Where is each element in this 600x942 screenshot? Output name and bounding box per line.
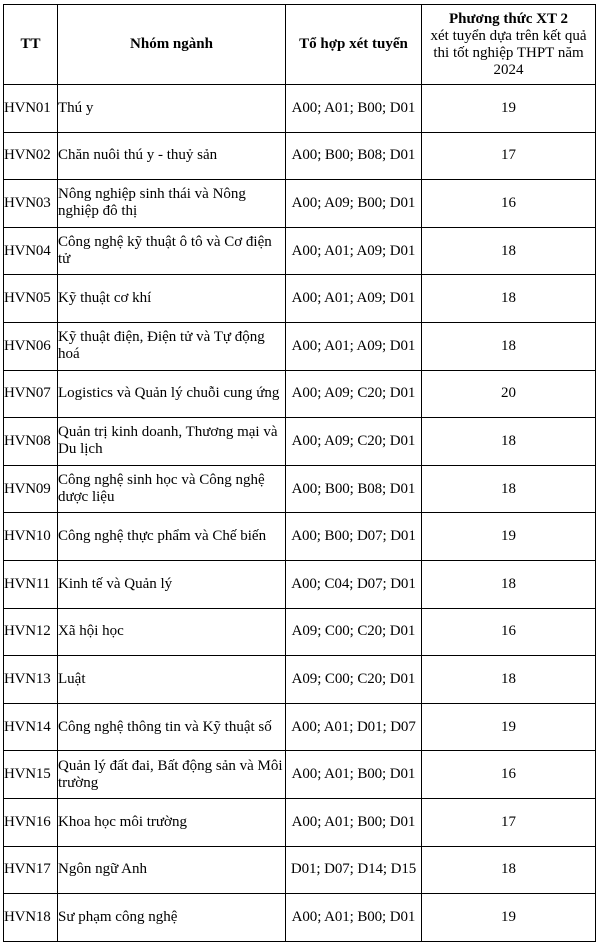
admission-score-cell: 18 bbox=[422, 227, 596, 275]
major-code-cell: HVN11 bbox=[4, 560, 58, 608]
admission-score-cell: 18 bbox=[422, 465, 596, 513]
admission-score-cell: 19 bbox=[422, 513, 596, 561]
header-group: Nhóm ngành bbox=[58, 5, 286, 85]
table-row bbox=[4, 465, 596, 513]
major-code-cell: HVN12 bbox=[4, 608, 58, 656]
table-row bbox=[4, 894, 596, 942]
major-code-cell: HVN01 bbox=[4, 85, 58, 133]
admission-score-cell: 18 bbox=[422, 322, 596, 370]
subject-combination-cell: A09; C00; C20; D01 bbox=[286, 608, 422, 656]
table-row bbox=[4, 703, 596, 751]
table-row bbox=[4, 560, 596, 608]
subject-combination-cell: A00; C04; D07; D01 bbox=[286, 560, 422, 608]
table-row bbox=[4, 322, 596, 370]
major-group-cell: Kinh tế và Quản lý bbox=[58, 560, 286, 608]
major-group-cell: Quản lý đất đai, Bất động sản và Môi trường bbox=[58, 751, 286, 799]
table-row bbox=[4, 85, 596, 133]
subject-combination-cell: A00; A01; D01; D07 bbox=[286, 703, 422, 751]
admission-score-cell: 19 bbox=[422, 894, 596, 942]
major-code-cell: HVN13 bbox=[4, 656, 58, 704]
subject-combination-cell: A00; A01; A09; D01 bbox=[286, 227, 422, 275]
major-code-cell: HVN03 bbox=[4, 180, 58, 228]
table-header-row bbox=[4, 5, 596, 85]
header-combo: Tổ hợp xét tuyển bbox=[286, 5, 422, 85]
admission-score-cell: 16 bbox=[422, 180, 596, 228]
major-code-cell: HVN10 bbox=[4, 513, 58, 561]
subject-combination-cell: A00; A01; B00; D01 bbox=[286, 894, 422, 942]
admission-score-table bbox=[3, 4, 596, 942]
major-code-cell: HVN02 bbox=[4, 132, 58, 180]
table-row bbox=[4, 608, 596, 656]
major-code-cell: HVN16 bbox=[4, 798, 58, 846]
admission-score-cell: 18 bbox=[422, 846, 596, 894]
subject-combination-cell: A00; B00; B08; D01 bbox=[286, 465, 422, 513]
subject-combination-cell: A00; A09; C20; D01 bbox=[286, 418, 422, 466]
major-group-cell: Logistics và Quản lý chuỗi cung ứng bbox=[58, 370, 286, 418]
table-row bbox=[4, 798, 596, 846]
table-row bbox=[4, 846, 596, 894]
major-group-cell: Chăn nuôi thú y - thuỷ sản bbox=[58, 132, 286, 180]
subject-combination-cell: A00; A09; C20; D01 bbox=[286, 370, 422, 418]
admission-score-cell: 17 bbox=[422, 798, 596, 846]
admission-score-cell: 19 bbox=[422, 85, 596, 133]
major-group-cell: Kỹ thuật điện, Điện tử và Tự động hoá bbox=[58, 322, 286, 370]
admission-score-cell: 17 bbox=[422, 132, 596, 180]
major-group-cell: Sư phạm công nghệ bbox=[58, 894, 286, 942]
table-row bbox=[4, 180, 596, 228]
header-score-subtitle: xét tuyển dựa trên kết quả thi tốt nghiệp THPT năm 2024 bbox=[430, 27, 587, 78]
major-code-cell: HVN08 bbox=[4, 418, 58, 466]
subject-combination-cell: A00; A09; B00; D01 bbox=[286, 180, 422, 228]
subject-combination-cell: A00; A01; A09; D01 bbox=[286, 275, 422, 323]
admission-score-cell: 18 bbox=[422, 275, 596, 323]
major-group-cell: Công nghệ thông tin và Kỹ thuật số bbox=[58, 703, 286, 751]
subject-combination-cell: A00; A01; B00; D01 bbox=[286, 798, 422, 846]
major-code-cell: HVN18 bbox=[4, 894, 58, 942]
major-code-cell: HVN17 bbox=[4, 846, 58, 894]
table-row bbox=[4, 418, 596, 466]
major-group-cell: Công nghệ thực phẩm và Chế biến bbox=[58, 513, 286, 561]
table-row bbox=[4, 227, 596, 275]
table-row bbox=[4, 275, 596, 323]
major-code-cell: HVN06 bbox=[4, 322, 58, 370]
subject-combination-cell: A00; B00; D07; D01 bbox=[286, 513, 422, 561]
major-group-cell: Khoa học môi trường bbox=[58, 798, 286, 846]
major-code-cell: HVN07 bbox=[4, 370, 58, 418]
major-group-cell: Quản trị kinh doanh, Thương mại và Du lịch bbox=[58, 418, 286, 466]
major-group-cell: Công nghệ kỹ thuật ô tô và Cơ điện tử bbox=[58, 227, 286, 275]
major-code-cell: HVN04 bbox=[4, 227, 58, 275]
header-score bbox=[422, 5, 596, 85]
major-group-cell: Luật bbox=[58, 656, 286, 704]
table-row bbox=[4, 751, 596, 799]
major-code-cell: HVN09 bbox=[4, 465, 58, 513]
major-code-cell: HVN15 bbox=[4, 751, 58, 799]
header-tt: TT bbox=[4, 5, 58, 85]
admission-score-cell: 18 bbox=[422, 418, 596, 466]
admission-score-cell: 16 bbox=[422, 751, 596, 799]
major-code-cell: HVN05 bbox=[4, 275, 58, 323]
table-row bbox=[4, 513, 596, 561]
admission-score-cell: 18 bbox=[422, 656, 596, 704]
major-group-cell: Thú y bbox=[58, 85, 286, 133]
subject-combination-cell: A00; A01; B00; D01 bbox=[286, 85, 422, 133]
admission-score-cell: 19 bbox=[422, 703, 596, 751]
subject-combination-cell: A00; B00; B08; D01 bbox=[286, 132, 422, 180]
major-group-cell: Công nghệ sinh học và Công nghệ dược liệu bbox=[58, 465, 286, 513]
admission-score-cell: 16 bbox=[422, 608, 596, 656]
major-group-cell: Xã hội học bbox=[58, 608, 286, 656]
major-group-cell: Kỹ thuật cơ khí bbox=[58, 275, 286, 323]
subject-combination-cell: D01; D07; D14; D15 bbox=[286, 846, 422, 894]
table-row bbox=[4, 656, 596, 704]
header-score-title: Phương thức XT 2 bbox=[449, 10, 568, 27]
major-group-cell: Ngôn ngữ Anh bbox=[58, 846, 286, 894]
admission-score-cell: 18 bbox=[422, 560, 596, 608]
subject-combination-cell: A00; A01; A09; D01 bbox=[286, 322, 422, 370]
table-body bbox=[4, 85, 596, 942]
subject-combination-cell: A00; A01; B00; D01 bbox=[286, 751, 422, 799]
table-row bbox=[4, 370, 596, 418]
admission-score-cell: 20 bbox=[422, 370, 596, 418]
major-group-cell: Nông nghiệp sinh thái và Nông nghiệp đô thị bbox=[58, 180, 286, 228]
subject-combination-cell: A09; C00; C20; D01 bbox=[286, 656, 422, 704]
major-code-cell: HVN14 bbox=[4, 703, 58, 751]
table-row bbox=[4, 132, 596, 180]
